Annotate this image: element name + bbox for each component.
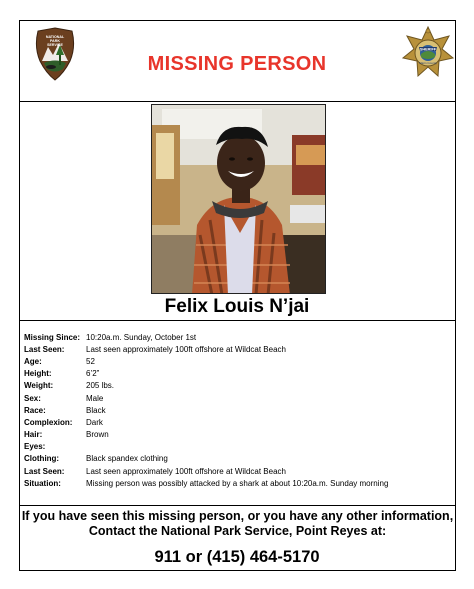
detail-row bbox=[24, 392, 388, 404]
detail-value: 10:20a.m. Sunday, October 1st bbox=[86, 332, 197, 342]
svg-text:Marin County: Marin County bbox=[419, 61, 437, 65]
detail-label: Hair: bbox=[24, 430, 43, 440]
detail-value: Missing person was possibly attacked by a shark at about 10:20a.m. Sunday morning bbox=[86, 478, 389, 488]
detail-row bbox=[24, 441, 388, 453]
detail-row bbox=[24, 453, 388, 465]
person-name: Felix Louis N’jai bbox=[164, 296, 310, 317]
person-photo-icon bbox=[151, 104, 326, 294]
detail-label: Eyes: bbox=[24, 442, 46, 452]
contact-line-1: If you have seen this missing person, or you have any other information, bbox=[21, 509, 454, 523]
contact-message bbox=[19, 509, 456, 539]
detail-value: Last seen approximately 100ft offshore at Wildcat Beach bbox=[86, 466, 286, 476]
detail-row bbox=[24, 380, 388, 392]
detail-row bbox=[24, 429, 388, 441]
detail-row bbox=[24, 355, 388, 367]
detail-row bbox=[24, 343, 388, 355]
detail-value: Last seen approximately 100ft offshore at Wildcat Beach bbox=[86, 344, 286, 354]
detail-label: Race: bbox=[24, 405, 46, 415]
detail-value: 205 lbs. bbox=[86, 381, 115, 391]
detail-value: 6’2” bbox=[86, 369, 100, 379]
detail-value: Brown bbox=[86, 430, 109, 440]
detail-row bbox=[24, 477, 388, 489]
detail-row bbox=[24, 416, 388, 428]
detail-label: Sex: bbox=[24, 393, 41, 403]
detail-label: Last Seen: bbox=[24, 466, 65, 476]
detail-value: Black bbox=[86, 405, 106, 415]
sheriff-star-badge-icon bbox=[402, 26, 454, 78]
detail-value: 52 bbox=[86, 356, 95, 366]
detail-row bbox=[24, 331, 388, 343]
page-title: MISSING PERSON bbox=[147, 53, 327, 75]
detail-value: Male bbox=[86, 393, 104, 403]
svg-text:PARK: PARK bbox=[50, 39, 60, 43]
detail-row bbox=[24, 465, 388, 477]
detail-row bbox=[24, 368, 388, 380]
detail-label: Complexion: bbox=[24, 417, 73, 427]
detail-label: Last Seen: bbox=[24, 344, 65, 354]
detail-label: Weight: bbox=[24, 381, 54, 391]
detail-value: Dark bbox=[86, 417, 103, 427]
detail-label: Situation: bbox=[24, 478, 61, 488]
contact-line-2: Contact the National Park Service, Point Reyes at: bbox=[88, 524, 387, 538]
detail-value: Black spandex clothing bbox=[86, 454, 168, 464]
svg-text:SERVICE: SERVICE bbox=[47, 43, 63, 47]
detail-label: Missing Since: bbox=[24, 332, 81, 342]
detail-label: Clothing: bbox=[24, 454, 60, 464]
details-list bbox=[24, 331, 388, 489]
svg-text:NATIONAL: NATIONAL bbox=[45, 35, 65, 39]
svg-text:SHERIFF: SHERIFF bbox=[419, 47, 437, 52]
name-divider bbox=[19, 320, 456, 321]
header-divider bbox=[19, 101, 456, 102]
footer-divider bbox=[19, 505, 456, 506]
contact-phone: 911 or (415) 464-5170 bbox=[154, 548, 320, 566]
detail-row bbox=[24, 404, 388, 416]
detail-label: Age: bbox=[24, 356, 42, 366]
detail-label: Height: bbox=[24, 369, 52, 379]
